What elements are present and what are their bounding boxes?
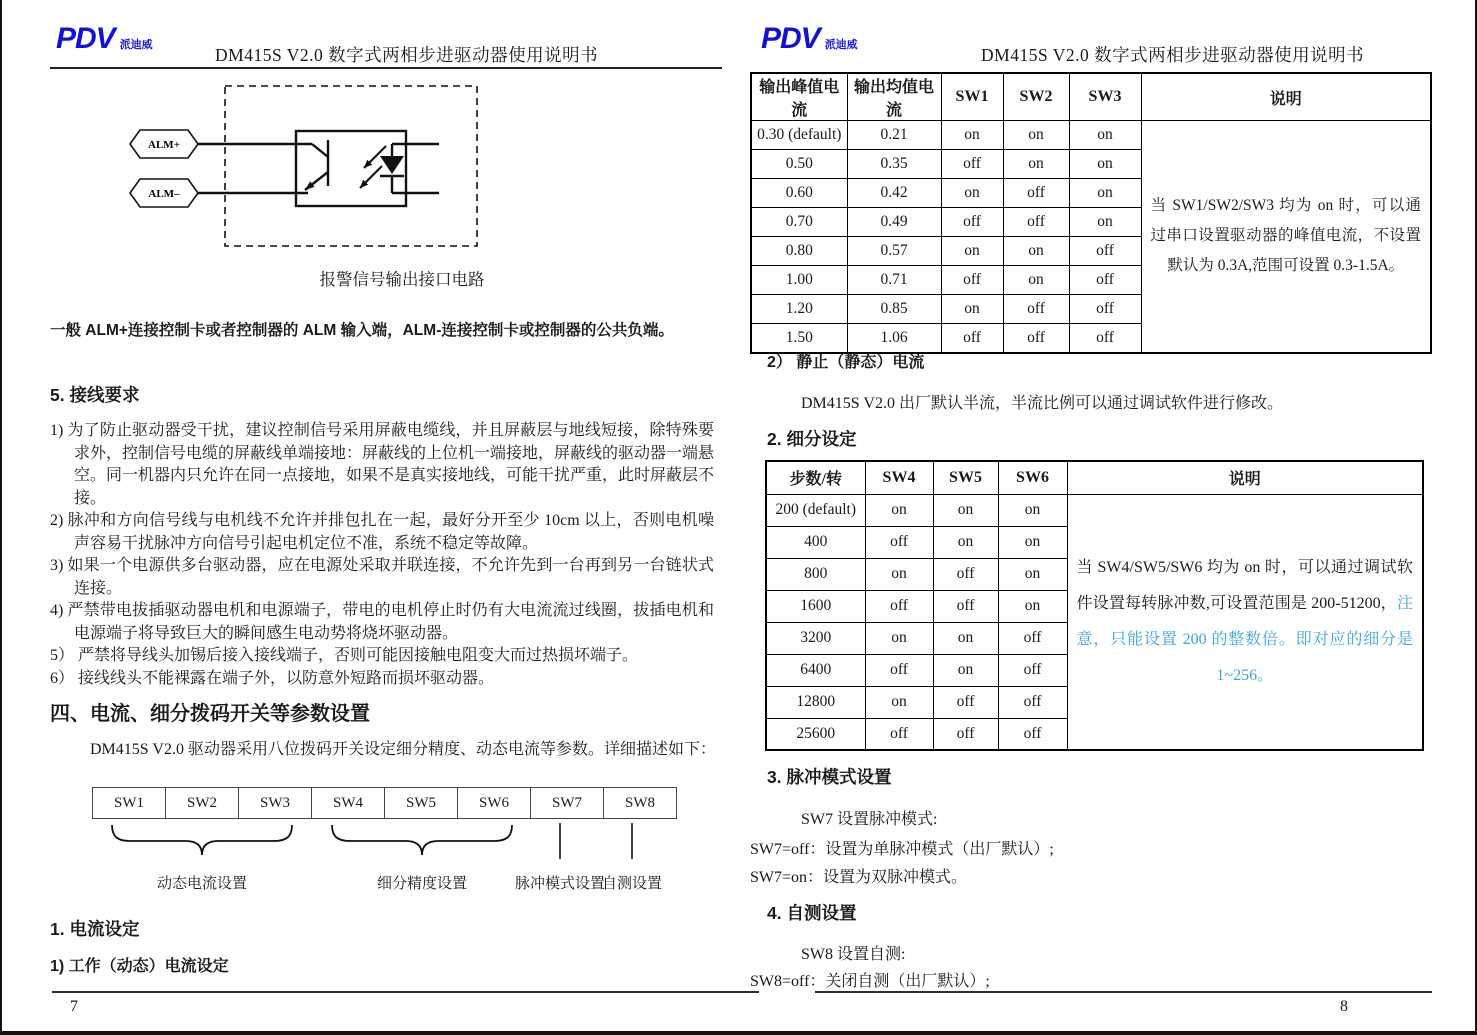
table-cell: on (1003, 237, 1069, 266)
table-cell: off (1003, 324, 1069, 353)
table-cell: 12800 (766, 686, 865, 718)
list-item-text: 如果一个电源供多台驱动器，应在电源处采取并联连接，不允许先到一台再到另一台链状式连接。 (67, 557, 714, 597)
column-header: SW4 (865, 461, 933, 494)
dip-switch-box: SW1 (92, 787, 166, 819)
brace-current-group (112, 825, 292, 855)
brace-microstep-group (332, 825, 512, 855)
alm-connection-note: 一般 ALM+连接控制卡或者控制器的 ALM 输入端，ALM-连接控制卡或控制器的公共负端。 (50, 322, 674, 339)
page-left (2, 0, 740, 1035)
table-cell: on (865, 686, 933, 718)
table-cell: off (1069, 324, 1141, 353)
dip-group-label: 动态电流设置 (156, 876, 247, 892)
table-cell: 6400 (766, 654, 865, 686)
table-cell: off (865, 590, 933, 622)
page-number-left: 7 (70, 998, 78, 1015)
table-cell: on (998, 590, 1067, 622)
list-item (50, 645, 714, 668)
table-cell: off (998, 622, 1067, 654)
selftest-off-line: SW8=off：关闭自测（出厂默认）; (750, 973, 990, 990)
list-item-text: 接线线头不能裸露在端子外，以防意外短路而损坏驱动器。 (78, 669, 495, 687)
table-cell: off (998, 654, 1067, 686)
dynamic-current-subtitle: 1) 工作（动态）电流设定 (50, 958, 229, 975)
pulse-mode-off-line: SW7=off：设置为单脉冲模式（出厂默认）; (750, 841, 1054, 858)
table-cell: 0.30 (default) (751, 121, 847, 150)
list-item-text: 严禁带电拔插驱动器电机和电源端子，带电的电机停止时仍有大电流流过线圈，拔插电机和电源端子将导致巨大的瞬间感生电动势将烧坏驱动器。 (67, 602, 714, 642)
table-cell: off (941, 324, 1003, 353)
table-cell: off (865, 718, 933, 750)
pdv-logo-cn-text: 派迪威 (824, 39, 858, 51)
table-cell: 1.06 (847, 324, 941, 353)
table-cell: 0.35 (847, 150, 941, 179)
phototransistor-symbol (305, 140, 328, 190)
column-header: SW5 (933, 461, 998, 494)
column-header: SW6 (998, 461, 1067, 494)
dip-group-braces (92, 821, 668, 865)
table-cell: 25600 (766, 718, 865, 750)
list-item-number: 3) (50, 557, 64, 574)
list-item (50, 420, 714, 510)
table-header (766, 461, 1423, 494)
table-body (766, 494, 1423, 750)
column-header: 输出均值电流 (847, 73, 941, 121)
table-cell: off (998, 686, 1067, 718)
column-header: SW1 (941, 73, 1003, 121)
table-cell: on (941, 295, 1003, 324)
list-item-number: 1) (50, 422, 64, 439)
dip-group-label: 细分精度设置 (376, 876, 467, 892)
dip-switch-box: SW7 (530, 787, 604, 819)
pdv-logo-text: PDV (761, 22, 820, 55)
static-current-title: 2） 静止（静态）电流 (767, 354, 925, 371)
footer-rule-right (815, 991, 1432, 993)
table-cell: off (933, 558, 998, 590)
dip-switch-row (92, 787, 677, 819)
table-cell: on (933, 622, 998, 654)
table-cell: off (933, 686, 998, 718)
table-note-cell (1141, 121, 1431, 353)
table-cell: 0.85 (847, 295, 941, 324)
column-header: 说明 (1141, 73, 1431, 121)
table-header-row (766, 461, 1423, 494)
table-cell: on (941, 179, 1003, 208)
header-title: DM415S V2.0 数字式两相步进驱动器使用说明书 (215, 45, 599, 65)
table-cell: on (865, 494, 933, 526)
table-cell: on (998, 558, 1067, 590)
table-cell: 0.42 (847, 179, 941, 208)
circuit-wires (198, 144, 439, 193)
table-cell: on (1069, 179, 1141, 208)
list-item-text: 为了防止驱动器受干扰，建议控制信号采用屏蔽电缆线，并且屏蔽层与地线短接，除特殊要求外，控制信号电缆的屏蔽线单端接地：屏蔽线的上位机一端接地，屏蔽线的驱动器一端悬空。同一机器内只允许在同一点接地，如果不是真实接地线，可能干扰严重，此时屏蔽层不接。 (67, 422, 715, 507)
table-cell: on (998, 526, 1067, 558)
table-cell: on (1069, 121, 1141, 150)
column-header: 说明 (1067, 461, 1423, 494)
table-cell: 0.57 (847, 237, 941, 266)
list-item-number: 5） (50, 647, 75, 664)
selftest-intro: SW8 设置自测: (801, 946, 906, 963)
table-cell: on (933, 654, 998, 686)
page-right (741, 0, 1475, 1035)
list-item-text: 严禁将导线头加锡后接入接线端子，否则可能因接触电阻变大而过热损坏端子。 (78, 647, 639, 664)
table-cell: 1600 (766, 590, 865, 622)
table-cell: off (1069, 266, 1141, 295)
table-header-row (751, 73, 1431, 121)
table-cell: off (1003, 295, 1069, 324)
table-cell: off (998, 718, 1067, 750)
list-item (50, 600, 714, 645)
table-cell: on (933, 494, 998, 526)
table-cell: on (865, 558, 933, 590)
list-item (50, 668, 714, 691)
table-cell: on (941, 121, 1003, 150)
table-cell: on (1003, 266, 1069, 295)
wiring-requirements-list (50, 420, 714, 690)
column-header: SW2 (1003, 73, 1069, 121)
pulse-mode-intro: SW7 设置脉冲模式: (801, 811, 938, 828)
table-cell: 0.71 (847, 266, 941, 295)
column-header: 输出峰值电流 (751, 73, 847, 121)
list-item (50, 510, 714, 555)
dip-switch-box: SW2 (165, 787, 239, 819)
header-rule (50, 67, 722, 69)
wiring-section-title: 5. 接线要求 (50, 385, 140, 405)
table-cell: 1.00 (751, 266, 847, 295)
table-cell: 1.50 (751, 324, 847, 353)
params-intro: DM415S V2.0 驱动器采用八位拨码开关设定细分精度、动态电流等参数。详细描述如下： (90, 741, 716, 758)
list-item-number: 6） (50, 669, 75, 687)
table-cell: off (865, 654, 933, 686)
table-cell: on (865, 622, 933, 654)
table-body (751, 121, 1431, 353)
table-row (766, 494, 1423, 526)
table-note-highlight: 注意，只能设置 200 的整数倍。即对应的细分是 1~256。 (1076, 594, 1413, 684)
list-item-number: 2) (50, 512, 64, 529)
table-cell: on (1003, 121, 1069, 150)
table-row (751, 121, 1431, 150)
table-cell: on (933, 526, 998, 558)
alarm-circuit-diagram (62, 82, 682, 254)
table-cell: off (1069, 295, 1141, 324)
table-cell: on (1069, 150, 1141, 179)
table-cell: 400 (766, 526, 865, 558)
list-item (50, 555, 714, 600)
pulse-mode-on-line: SW7=on：设置为双脉冲模式。 (750, 869, 968, 886)
alm-minus-label: ALM– (148, 188, 180, 200)
header-title: DM415S V2.0 数字式两相步进驱动器使用说明书 (981, 45, 1365, 65)
table-cell: 0.21 (847, 121, 941, 150)
table-cell: off (941, 150, 1003, 179)
table-cell: 0.70 (751, 208, 847, 237)
list-item-text: 脉冲和方向信号线与电机线不允许并排包扎在一起，最好分开至少 10cm 以上，否则电机噪声容易干扰脉冲方向信号引起电机定位不准，系统不稳定等故障。 (67, 512, 714, 552)
microstep-table (765, 460, 1424, 751)
table-cell: on (998, 494, 1067, 526)
table-cell: off (933, 590, 998, 622)
dip-switch-box: SW4 (311, 787, 385, 819)
dip-switch-box: SW3 (238, 787, 312, 819)
table-note-text: 当 SW1/SW2/SW3 均为 on 时，可以通过串口设置驱动器的峰值电流，不设置默认为 0.3A,范围可设置 0.3-1.5A。 (1150, 197, 1421, 275)
peak-current-table (750, 72, 1432, 354)
column-header: SW3 (1069, 73, 1141, 121)
table-cell: 200 (default) (766, 494, 865, 526)
table-cell: 800 (766, 558, 865, 590)
params-section-title: 四、电流、细分拨码开关等参数设置 (50, 703, 370, 725)
circuit-dashed-boundary (225, 86, 477, 246)
static-current-body: DM415S V2.0 出厂默认半流，半流比例可以通过调试软件进行修改。 (801, 395, 1283, 412)
table-header (751, 73, 1431, 121)
circuit-caption: 报警信号输出接口电路 (319, 270, 485, 289)
table-cell: off (933, 718, 998, 750)
dip-switch-box: SW8 (603, 787, 677, 819)
table-cell: off (941, 208, 1003, 237)
dip-switch-box: SW6 (457, 787, 531, 819)
pdv-logo (56, 24, 153, 54)
table-cell: on (1069, 208, 1141, 237)
pulse-mode-title: 3. 脉冲模式设置 (767, 767, 892, 787)
table-cell: 0.49 (847, 208, 941, 237)
table-cell: on (941, 237, 1003, 266)
table-cell: off (941, 266, 1003, 295)
table-cell: 0.60 (751, 179, 847, 208)
dip-group-label: 脉冲模式设置 (514, 876, 605, 892)
subdivision-title: 2. 细分设定 (767, 429, 857, 449)
list-item-number: 4) (50, 602, 64, 619)
alm-plus-label: ALM+ (148, 139, 180, 151)
current-setting-title: 1. 电流设定 (50, 919, 140, 939)
pdv-logo-cn-text: 派迪威 (119, 39, 153, 51)
table-cell: off (1069, 237, 1141, 266)
table-cell: off (1003, 179, 1069, 208)
led-triangle (380, 156, 404, 174)
table-cell: off (865, 526, 933, 558)
footer-rule-left (52, 991, 759, 993)
pdv-logo (761, 24, 858, 54)
table-note-cell (1067, 494, 1423, 750)
pdv-logo-text: PDV (56, 22, 115, 55)
table-note-text: 当 SW4/SW5/SW6 均为 on 时，可以通过调试软件设置每转脉冲数,可设置范围是 200-51200， (1076, 558, 1413, 612)
table-cell: on (1003, 150, 1069, 179)
table-cell: 0.50 (751, 150, 847, 179)
dip-switch-box: SW5 (384, 787, 458, 819)
table-cell: 3200 (766, 622, 865, 654)
table-cell: 1.20 (751, 295, 847, 324)
table-cell: 0.80 (751, 237, 847, 266)
dip-group-label: 自测设置 (601, 876, 662, 892)
table-cell: off (1003, 208, 1069, 237)
column-header: 步数/转 (766, 461, 865, 494)
page-number-right: 8 (1340, 998, 1348, 1015)
selftest-title: 4. 自测设置 (767, 903, 857, 923)
